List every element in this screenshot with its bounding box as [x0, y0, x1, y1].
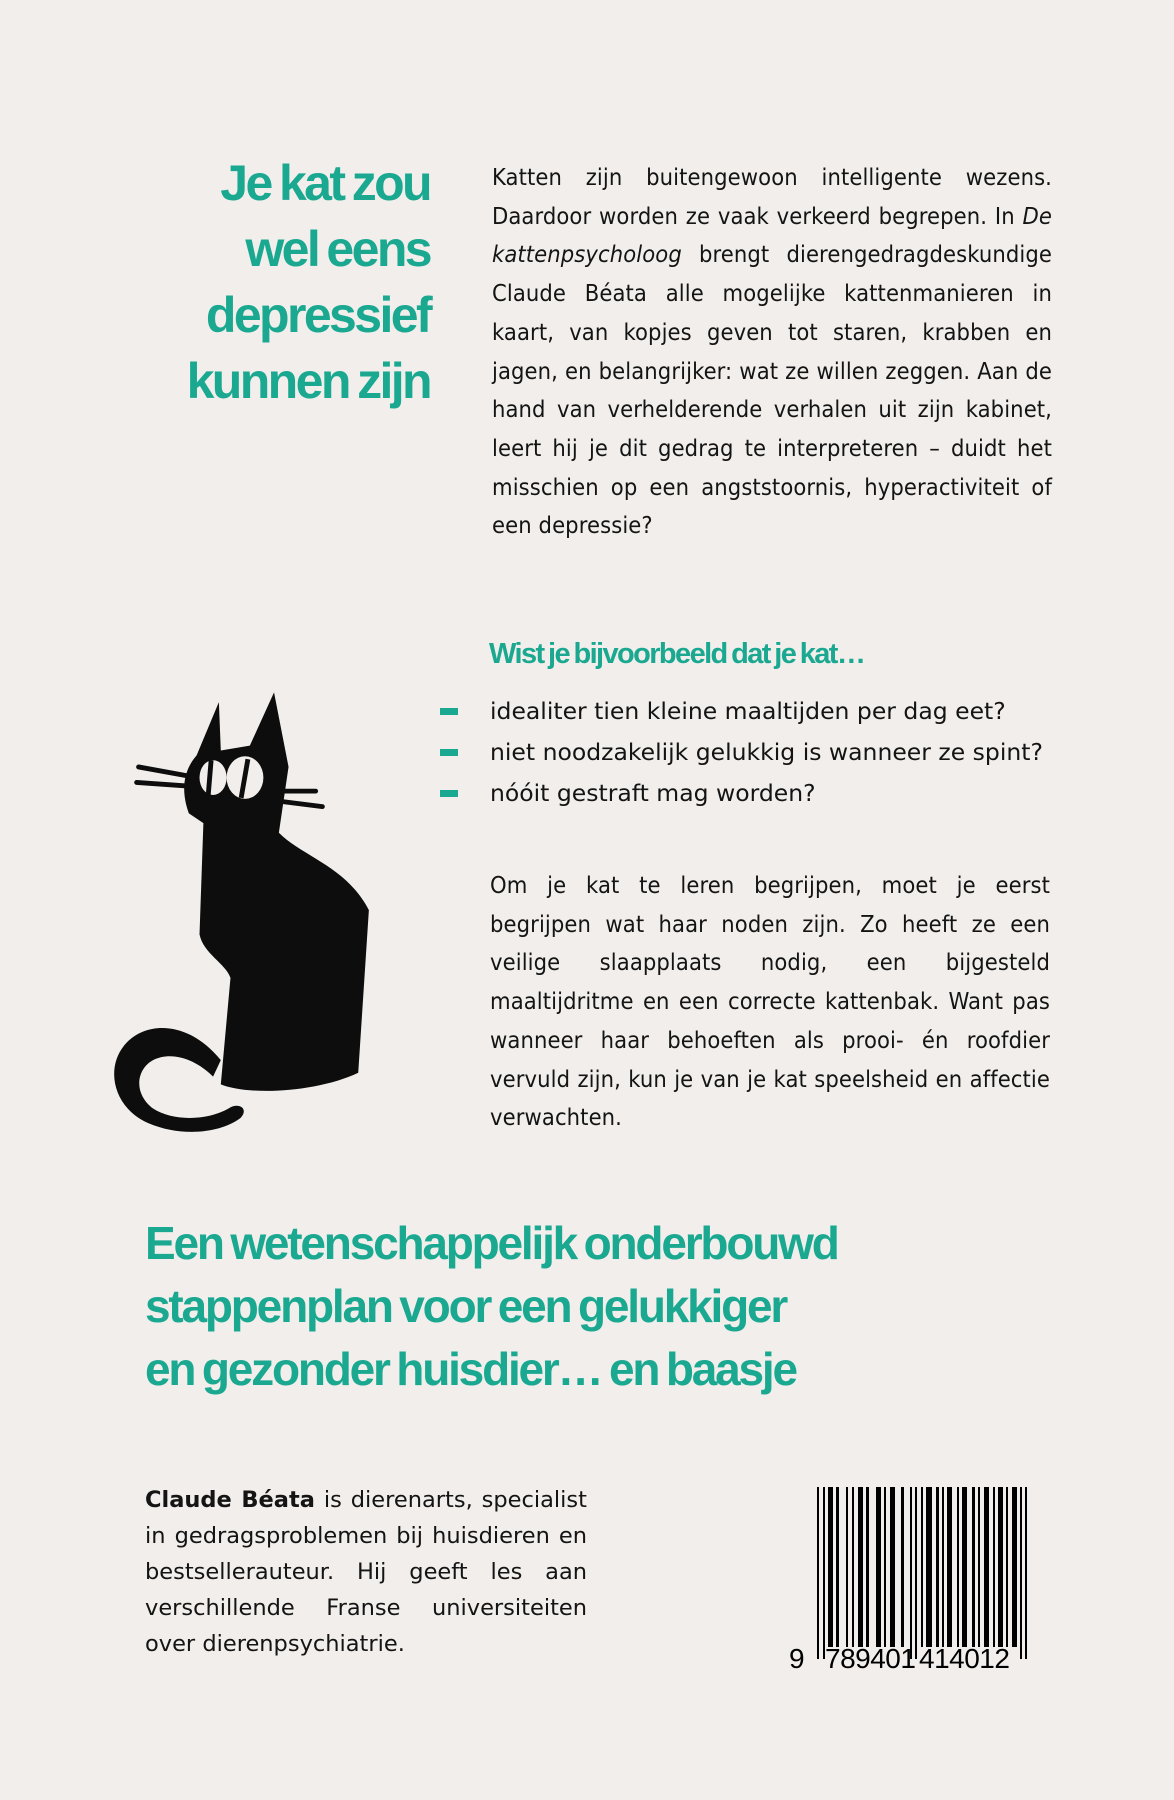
tagline-line: stappenplan voor een gelukkiger — [145, 1280, 787, 1332]
dash-bullet-icon — [440, 708, 458, 715]
tagline-line: Een wetenschappelijk onderbouwd — [145, 1217, 838, 1269]
barcode-group-right: 414012 — [919, 1643, 1010, 1674]
author-name: Claude Béata — [145, 1487, 315, 1513]
tagline — [145, 1212, 1045, 1401]
list-item-text: niet noodzakelijk gelukkig is wanneer ze spint? — [490, 738, 1043, 766]
did-you-know-list — [440, 691, 1120, 814]
list-item-text: nóóit gestraft mag worden? — [490, 779, 816, 807]
headline-line: depressief — [205, 287, 430, 343]
barcode-group-left: 789401 — [825, 1643, 916, 1674]
headline-line: wel eens — [245, 221, 430, 277]
dash-bullet-icon — [440, 749, 458, 756]
did-you-know-heading: Wist je bijvoorbeeld dat je kat… — [489, 638, 865, 670]
headline-line: kunnen zijn — [186, 353, 430, 409]
intro-paragraph — [492, 158, 1052, 545]
list-item — [440, 773, 1120, 814]
intro-text: Katten zijn buitengewoon intelligente wezens. Daardoor worden ze vaak verkeerd begrepen. In — [492, 163, 1052, 230]
tagline-line: en gezonder huisdier… en baasje — [145, 1343, 796, 1395]
black-cat-icon — [95, 675, 395, 1155]
list-item — [440, 691, 1120, 732]
intro-text: brengt dierengedragdeskundige Claude Béata alle mogelijke kattenmanieren in kaart, van kopjes geven tot staren, krabben en jagen, en belangrijker: wat ze willen zeggen. Aan de hand van verhelderende verhalen uit zijn kabinet, leert hij je dit gedrag te interpreteren – duidt het misschien op een angststoornis, hyperactiviteit of een depressie? — [492, 240, 1052, 540]
needs-paragraph: Om je kat te leren begrijpen, moet je eerst begrijpen wat haar noden zijn. Zo heeft ze een veilige slaapplaats nodig, een bijgesteld maaltijdritme en een correcte kattenbak. Want pas wanneer haar behoeften als prooi- én roofdier vervuld zijn, kun je van je kat speelsheid en affectie verwachten. — [490, 871, 1050, 1132]
author-bio — [145, 1482, 587, 1662]
dash-bullet-icon — [440, 790, 458, 797]
headline-line: Je kat zou — [220, 155, 430, 211]
book-title: De kattenpsycholoog — [492, 201, 1052, 269]
bio-text: is dierenarts, specialist in gedragsproblemen bij huisdieren en bestsellerauteur. Hij geeft les aan verschillende Franse universiteiten over dierenpsychiatrie. — [145, 1487, 587, 1657]
headline — [100, 150, 430, 414]
list-item-text: idealiter tien kleine maaltijden per dag eet? — [490, 697, 1006, 725]
list-item — [440, 732, 1120, 773]
barcode-digit-first: 9 — [789, 1643, 805, 1674]
